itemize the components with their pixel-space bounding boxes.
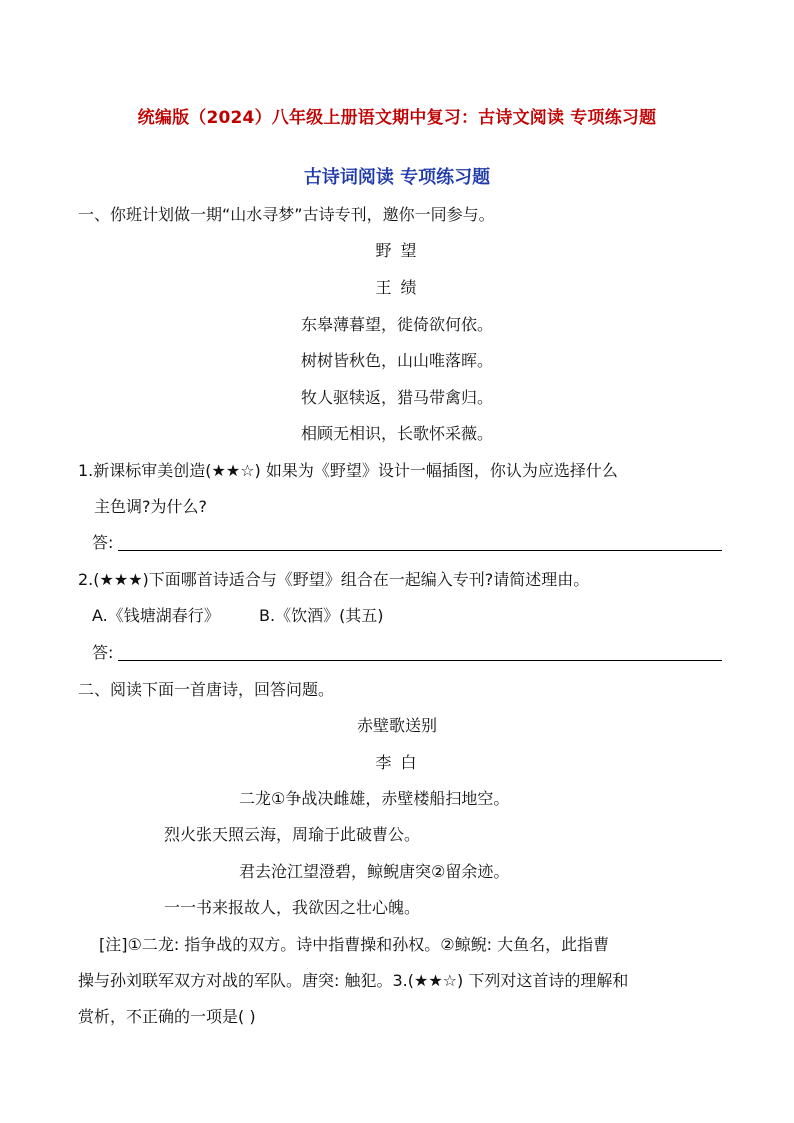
poem2-line: 烈火张天照云海，周瑜于此破曹公。	[164, 825, 421, 844]
question-2-line1: 2.(★★★)下面哪首诗适合与《野望》组合在一起编入专刊?请简述理由。	[78, 570, 590, 589]
question-2-option-a: A.《钱塘湖春行》	[92, 606, 220, 625]
question-1-answer-label: 答:	[92, 533, 114, 552]
part2-intro: 二、阅读下面一首唐诗，回答问题。	[78, 680, 335, 699]
question-1-line2: 主色调?为什么?	[94, 497, 207, 516]
section-title: 古诗词阅读 专项练习题	[303, 167, 491, 188]
poem1-line: 相顾无相识，长歌怀采薇。	[300, 424, 493, 443]
part1-intro: 一、你班计划做一期“山水寻梦”古诗专刊，邀你一同参与。	[78, 205, 495, 224]
poem2-title: 赤壁歌送别	[356, 716, 437, 735]
question-3-stem: 赏析，不正确的一项是( )	[78, 1007, 256, 1026]
poem1-line: 树树皆秋色，山山唯落晖。	[300, 351, 493, 370]
question-1-answer-line[interactable]	[118, 550, 722, 551]
poem2-line: 二龙①争战决雌雄，赤壁楼船扫地空。	[239, 789, 510, 808]
question-2-answer-line[interactable]	[118, 660, 722, 661]
poem2-author: 李 白	[375, 753, 419, 772]
poem1-author: 王 绩	[375, 278, 419, 297]
question-2-option-b: B.《饮酒》(其五)	[259, 606, 384, 625]
poem2-line: 一一书来报故人，我欲因之壮心魄。	[164, 898, 421, 917]
question-2-answer-label: 答:	[92, 643, 114, 662]
note-line1: [注]①二龙: 指争战的双方。诗中指曹操和孙权。②鲸鲵: 大鱼名，此指曹	[99, 935, 610, 954]
document-title: 统编版（2024）八年级上册语文期中复习：古诗文阅读 专项练习题	[137, 108, 657, 128]
note-line2: 操与孙刘联军双方对战的军队。唐突: 触犯。3.(★★☆) 下列对这首诗的理解和	[78, 971, 629, 990]
question-1-line1: 1.新课标审美创造(★★☆) 如果为《野望》设计一幅插图，你认为应选择什么	[78, 461, 618, 480]
poem1-title: 野 望	[375, 241, 419, 260]
poem2-line: 君去沧江望澄碧，鲸鲵唐突②留余迹。	[239, 862, 510, 881]
poem1-line: 东皋薄暮望，徙倚欲何依。	[300, 315, 493, 334]
poem1-line: 牧人驱犊返，猎马带禽归。	[300, 388, 493, 407]
